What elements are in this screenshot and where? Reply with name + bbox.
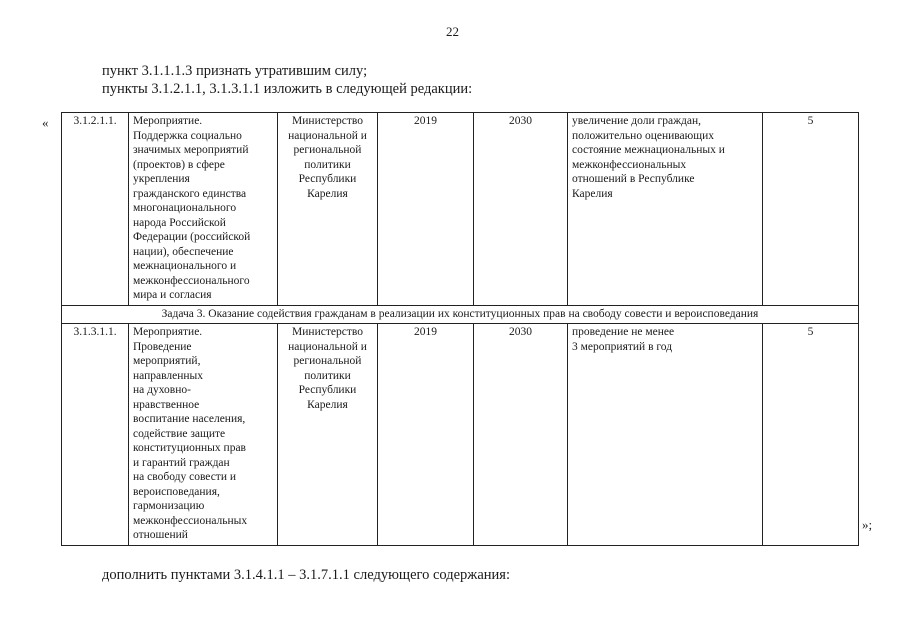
text-line: региональной xyxy=(293,355,362,367)
text-line: мероприятий, xyxy=(133,355,201,367)
table-row-3-1-2-1-1 xyxy=(62,113,859,306)
text-line: межконфессиональных xyxy=(133,514,248,527)
text-line: Мероприятие. xyxy=(133,115,203,127)
text-line: Поддержка социально xyxy=(133,129,242,142)
text-line: нравственное xyxy=(133,398,200,411)
text-line: положительно оценивающих xyxy=(572,129,714,142)
year-start: 2019 xyxy=(378,324,474,546)
text-line: проведение не менее xyxy=(572,326,675,338)
text-line: политики xyxy=(304,158,351,171)
text-line: Мероприятие. xyxy=(133,326,203,338)
text-line: национальной и xyxy=(288,129,367,142)
measure-executor xyxy=(278,113,378,306)
text-line: направленных xyxy=(133,369,204,382)
measure-name xyxy=(129,113,278,306)
text-line: многонационального xyxy=(133,202,237,214)
closing-quote: »; xyxy=(862,517,873,532)
indicator-value: 5 xyxy=(763,113,859,306)
text-line: Карелия xyxy=(572,187,613,200)
text-line: национальной и xyxy=(288,340,367,353)
text-line: Республики xyxy=(298,173,357,185)
measure-indicator xyxy=(568,324,763,546)
intro-line-1: пункт 3.1.1.1.3 признать утратившим силу; xyxy=(102,63,368,79)
measure-indicator xyxy=(568,113,763,306)
text-line: укрепления xyxy=(133,173,190,185)
text-line: на духовно- xyxy=(133,384,191,396)
text-line: нации), обеспечение xyxy=(133,245,234,258)
page-number: 22 xyxy=(446,24,459,39)
table-row-task-3 xyxy=(62,305,859,324)
text-line: отношений в Республике xyxy=(572,173,695,185)
text-line: межнационального и xyxy=(133,260,237,272)
text-line: (проектов) в сфере xyxy=(133,158,225,171)
measure-code: 3.1.3.1.1. xyxy=(62,324,129,546)
indicator-value: 5 xyxy=(763,324,859,546)
text-line: Министерство xyxy=(292,115,363,127)
text-line: гражданского единства xyxy=(133,187,247,200)
year-end: 2030 xyxy=(474,113,568,306)
text-line: увеличение доли граждан, xyxy=(572,115,702,127)
text-line: гармонизацию xyxy=(133,500,205,512)
text-line: вероисповедания, xyxy=(133,485,220,498)
text-line: межконфессиональных xyxy=(572,158,687,171)
text-line: отношений xyxy=(133,529,188,541)
text-line: региональной xyxy=(293,144,362,156)
measure-name xyxy=(129,324,278,546)
measures-table xyxy=(61,112,859,546)
measure-executor xyxy=(278,324,378,546)
intro-line-2: пункты 3.1.2.1.1, 3.1.3.1.1 изложить в следующей редакции: xyxy=(102,81,473,97)
year-end: 2030 xyxy=(474,324,568,546)
text-line: значимых мероприятий xyxy=(133,144,249,156)
text-line: воспитание населения, xyxy=(133,413,246,425)
text-line: народа Российской xyxy=(133,216,226,229)
text-line: межконфессионального xyxy=(133,274,250,287)
table-row-3-1-3-1-1 xyxy=(62,324,859,546)
text-line: 3 мероприятий в год xyxy=(572,340,673,353)
text-line: состояние межнациональных и xyxy=(572,144,725,156)
text-line: мира и согласия xyxy=(133,289,212,301)
measure-code: 3.1.2.1.1. xyxy=(62,113,129,306)
text-line: конституционных прав xyxy=(133,442,246,454)
text-line: Министерство xyxy=(292,326,363,338)
text-line: Карелия xyxy=(307,187,348,200)
text-line: Карелия xyxy=(307,398,348,411)
text-line: Республики xyxy=(298,384,357,396)
text-line: Федерации (российской xyxy=(133,231,251,243)
text-line: на свободу совести и xyxy=(133,471,237,483)
text-line: политики xyxy=(304,369,351,382)
text-line: Проведение xyxy=(133,340,192,353)
task-heading: Задача 3. Оказание содействия гражданам в реализации их конституционных прав на свободу совести и вероисповедания xyxy=(62,305,859,324)
text-line: и гарантий граждан xyxy=(133,456,230,469)
opening-quote: « xyxy=(42,115,49,130)
outro-line: дополнить пунктами 3.1.4.1.1 – 3.1.7.1.1 следующего содержания: xyxy=(102,567,510,583)
text-line: содействие защите xyxy=(133,427,226,440)
year-start: 2019 xyxy=(378,113,474,306)
